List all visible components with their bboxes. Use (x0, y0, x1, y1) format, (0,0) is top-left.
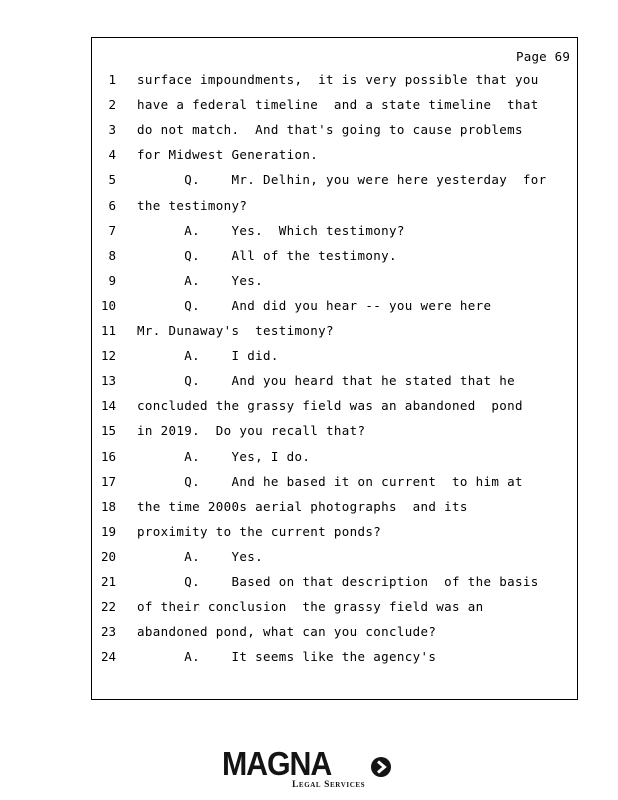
line-text: the testimony? (137, 197, 248, 213)
line-number: 3 (108, 122, 116, 138)
line-number: 5 (108, 172, 116, 188)
line-text: Q. And he based it on current to him at (137, 473, 523, 489)
line-number: 9 (108, 272, 116, 288)
transcript-line (0, 372, 618, 397)
transcript-line (0, 222, 618, 247)
transcript-line (0, 297, 618, 322)
line-text: Q. And did you hear -- you were here (137, 297, 492, 313)
line-number: 16 (100, 448, 116, 464)
transcript-line (0, 197, 618, 222)
line-number: 20 (100, 548, 116, 564)
line-text: Q. Mr. Delhin, you were here yesterday for (137, 172, 547, 188)
line-text: Mr. Dunaway's testimony? (137, 323, 334, 338)
transcript-line (0, 121, 618, 146)
line-text: Q. All of the testimony. (137, 247, 397, 263)
line-text: of their conclusion the grassy field was an (137, 599, 484, 615)
line-text: A. Yes. (137, 548, 264, 564)
line-number: 2 (108, 97, 116, 113)
line-text: for Midwest Generation. (137, 147, 319, 163)
line-text: A. Yes. Which testimony? (137, 222, 405, 238)
line-number: 21 (100, 574, 116, 589)
transcript-line (0, 71, 618, 96)
line-text: Q. Based on that description of the basis (137, 574, 539, 589)
transcript-line (0, 598, 618, 623)
transcript-line (0, 648, 618, 673)
transcript-line (0, 347, 618, 372)
line-text: in 2019. Do you recall that? (137, 423, 366, 439)
line-number: 19 (100, 523, 116, 539)
transcript-line (0, 146, 618, 171)
line-text: have a federal timeline and a state timeline that (137, 97, 539, 113)
magna-logo (222, 746, 398, 794)
line-text: the time 2000s aerial photographs and its (137, 498, 468, 514)
line-text: A. I did. (137, 348, 279, 364)
line-text: A. Yes, I do. (137, 448, 311, 464)
line-text: do not match. And that's going to cause problems (137, 122, 523, 138)
line-text: A. Yes. (137, 272, 264, 288)
line-text: abandoned pond, what can you conclude? (137, 624, 437, 640)
line-text: proximity to the current ponds? (137, 523, 382, 539)
line-number: 23 (100, 624, 116, 640)
transcript-line (0, 422, 618, 447)
transcript-line (0, 171, 618, 196)
transcript-line (0, 523, 618, 548)
transcript-line (0, 623, 618, 648)
line-text: surface impoundments, it is very possible that you (137, 72, 539, 87)
transcript-line (0, 573, 618, 598)
logo-subtitle: Legal Services (292, 780, 366, 790)
logo-wordmark: MAGNA (222, 745, 332, 782)
line-number: 15 (100, 423, 116, 439)
chevron-right-circle-icon (370, 756, 392, 778)
line-number: 18 (100, 498, 116, 514)
line-number: 14 (100, 398, 116, 414)
line-number: 4 (108, 147, 116, 163)
page-number: Page 69 (516, 49, 571, 64)
line-text: concluded the grassy field was an abandoned pond (137, 398, 523, 414)
line-number: 7 (108, 222, 116, 238)
transcript-line (0, 448, 618, 473)
line-number: 6 (108, 197, 116, 213)
transcript-line (0, 247, 618, 272)
line-number: 10 (100, 297, 116, 313)
transcript-line (0, 548, 618, 573)
line-number: 1 (108, 72, 116, 87)
transcript-line (0, 322, 618, 347)
transcript-line (0, 473, 618, 498)
transcript-line (0, 272, 618, 297)
line-number: 8 (108, 247, 116, 263)
transcript-line (0, 498, 618, 523)
line-number: 11 (100, 323, 116, 338)
transcript-line (0, 397, 618, 422)
transcript-line (0, 96, 618, 121)
line-number: 17 (100, 473, 116, 489)
line-number: 13 (100, 373, 116, 389)
line-number: 12 (100, 348, 116, 364)
line-number: 22 (100, 599, 116, 615)
line-number: 24 (100, 649, 116, 665)
line-text: A. It seems like the agency's (137, 649, 437, 665)
line-text: Q. And you heard that he stated that he (137, 373, 516, 389)
